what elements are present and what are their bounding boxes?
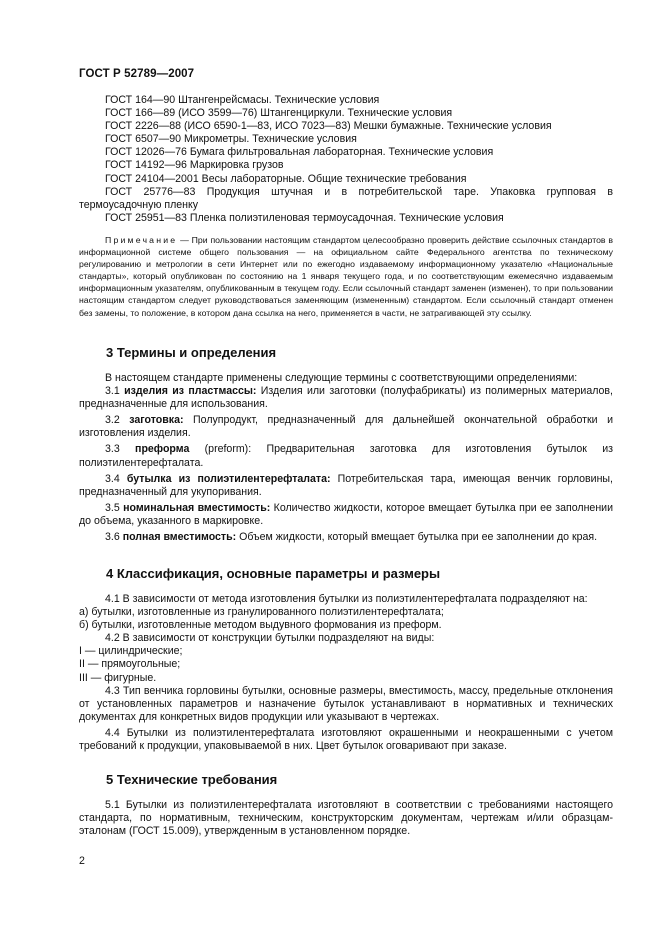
list-item: I — цилиндрические; [79, 645, 183, 658]
reference-item: ГОСТ 12026—76 Бумага фильтровальная лабораторная. Технические условия [105, 146, 494, 159]
term: изделия из пластмассы: [124, 385, 257, 398]
reference-item: ГОСТ 164—90 Штангенрейсмасы. Технические условия [105, 94, 380, 106]
page-number: 2 [79, 855, 85, 867]
term-definition: 3.2 заготовка: Полупродукт, предназначенный для дальнейшей окончательной обработки и изготовления изделия. [79, 414, 613, 440]
term: преформа [135, 443, 190, 456]
reference-item: ГОСТ 6507—90 Микрометры. Технические условия [105, 133, 357, 146]
list-item: б) бутылки, изготовленные методом выдувного формования из преформ. [79, 619, 442, 632]
document-header: ГОСТ Р 52789—2007 [79, 68, 195, 80]
note-block [79, 234, 613, 319]
reference-item: ГОСТ 25776—83 Продукция штучная и в потребительской таре. Упаковка групповая в термоусадочную пленку [79, 185, 613, 211]
term-definition: 3.6 полная вместимость: Объем жидкости, который вмещает бутылка при ее заполнении до края. [105, 531, 598, 544]
section-4-body [79, 593, 613, 753]
term: полная вместимость: [122, 531, 237, 544]
reference-item: ГОСТ 25951—83 Пленка полиэтиленовая термоусадочная. Технические условия [105, 211, 504, 224]
list-item: а) бутылки, изготовленные из гранулированного полиэтилентерефталата; [79, 606, 444, 619]
normative-references-list [79, 94, 613, 225]
reference-item: ГОСТ 166—89 (ИСО 3599—76) Штангенциркули. Технические условия [105, 107, 453, 120]
note-text: — При пользовании настоящим стандартом целесообразно проверить действие ссылочных стандартов в информационной системе общего пользования — на официальном сайте Федерального агентства по техническому регулированию и метрологии в сети Интернет или по ежегодно издаваемому информационному указателю «Национальные стандарты», который опубликован по состоянию на 1 января текущего года, и по соответствующим ежемесячно издаваемым информационным указателям, опубликованным в текущем году. Если ссылочный стандарт заменен (изменен), то при пользовании настоящим стандартом следует руководствоваться заменяющим (измененным) стандартом. Если ссылочный стандарт отменен без замены, то положение, в котором дана ссылка на него, применяется в части, не затрагивающей эту ссылку. [79, 235, 613, 318]
note-label: Примечание [105, 235, 178, 245]
term-definition: 3.1 изделия из пластмассы: Изделия или заготовки (полуфабрикаты) из полимерных материалов, предназначенные для использования. [79, 385, 613, 411]
reference-item: ГОСТ 14192—96 Маркировка грузов [105, 159, 284, 172]
term-definition: 3.3 преформа (preform): Предварительная заготовка для изготовления бутылок из полиэтилентерефталата. [79, 443, 613, 469]
paragraph: 4.4 Бутылки из полиэтилентерефталата изготовляют окрашенными и неокрашенными с учетом требований к продукции, упаковываемой в них. Цвет бутылок оговаривают при заказе. [79, 726, 613, 753]
list-item: III — фигурные. [79, 671, 157, 684]
section-3-title: 3 Термины и определения [106, 345, 277, 360]
term: заготовка: [129, 414, 184, 427]
section-5-body [79, 799, 613, 838]
section-3-body [79, 372, 613, 544]
paragraph: 5.1 Бутылки из полиэтилентерефталата изготовляют в соответствии с требованиями настоящего стандарта, по нормативным, техническим, конструкторским документам, чертежам и/или образцам-эталонам (ГОСТ 15.009), утвержденным в установленном порядке. [79, 799, 613, 838]
paragraph: 4.2 В зависимости от конструкции бутылки подразделяют на виды: [105, 632, 435, 645]
reference-item: ГОСТ 24104—2001 Весы лабораторные. Общие технические требования [105, 172, 467, 185]
term: номинальная вместимость: [123, 501, 271, 514]
section-3-intro: В настоящем стандарте применены следующие термины с соответствующими определениями: [105, 372, 578, 384]
paragraph: 4.3 Тип венчика горловины бутылки, основные размеры, вместимость, массу, предельные отклонения от установленных параметров и назначение бутылок устанавливают в нормативных и технических документах для конкретных видов продукции или указывают в чертежах. [79, 684, 613, 723]
list-item: II — прямоугольные; [79, 658, 181, 671]
section-5-title: 5 Технические требования [106, 772, 278, 787]
term-definition: 3.4 бутылка из полиэтилентерефталата: Потребительская тара, имеющая венчик горловины, предназначенный для укупоривания. [79, 472, 613, 498]
reference-item: ГОСТ 2226—88 (ИСО 6590-1—83, ИСО 7023—83) Мешки бумажные. Технические условия [105, 120, 552, 133]
term: бутылка из полиэтилентерефталата: [126, 472, 331, 485]
paragraph: 4.1 В зависимости от метода изготовления бутылки из полиэтилентерефталата подразделяют на: [105, 593, 588, 605]
term-definition: 3.5 номинальная вместимость: Количество жидкости, которое вмещает бутылка при ее заполнении до объема, указанного в маркировке. [79, 501, 614, 527]
section-4-title: 4 Классификация, основные параметры и размеры [106, 566, 441, 581]
